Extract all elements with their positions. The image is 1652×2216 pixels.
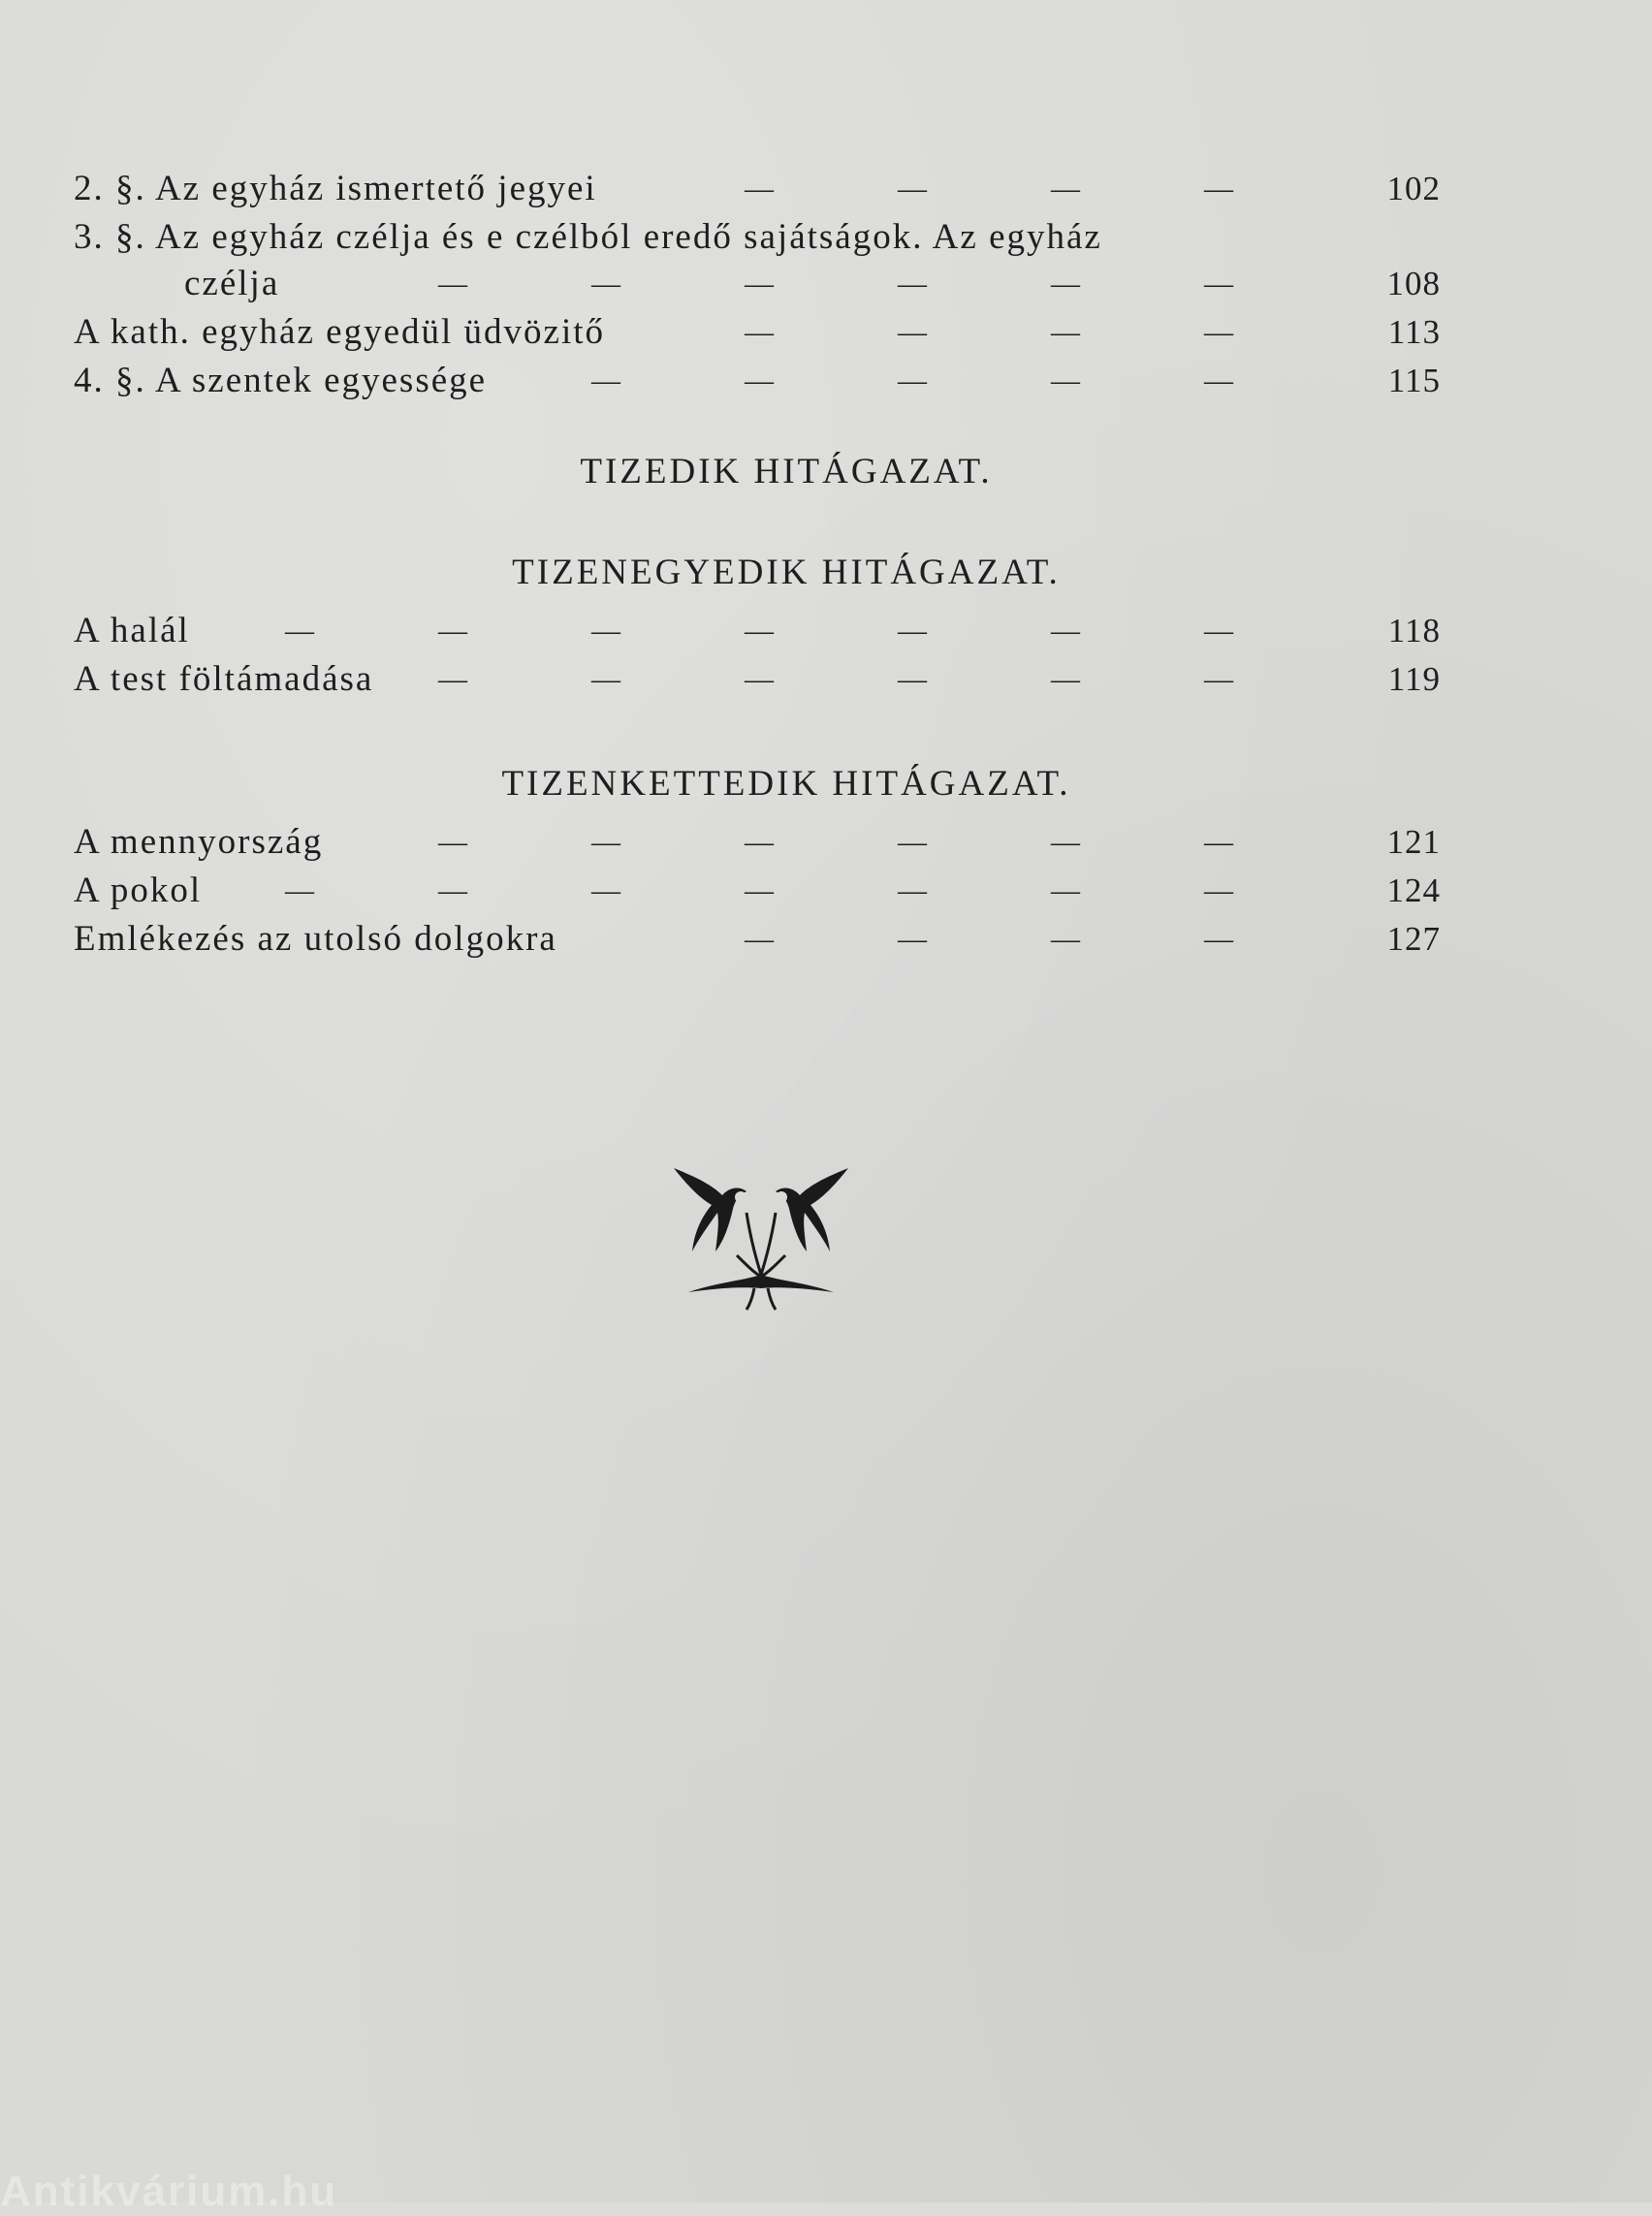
toc-page-number: 113	[1387, 313, 1441, 351]
section-heading-12: TIZENKETTEDIK HITÁGAZAT.	[501, 764, 1071, 804]
dot-leader: — — — —	[745, 923, 1233, 955]
spacer	[74, 704, 1441, 750]
toc-page-number: 121	[1386, 823, 1441, 861]
dot-leader: — — — —	[745, 316, 1233, 348]
toc-page-number: 124	[1386, 871, 1441, 909]
toc-entry-124	[74, 867, 1441, 915]
toc-entry-108	[74, 260, 1441, 308]
dot-leader: — — — — — — —	[285, 874, 1233, 906]
toc-entry-121	[74, 818, 1441, 867]
toc-page-number: 127	[1386, 920, 1441, 958]
table-of-contents	[74, 165, 1441, 964]
toc-entry-title: 2. §. Az egyház ismertető jegyei	[74, 169, 597, 208]
toc-entry-title: A pokol	[74, 871, 203, 910]
spacer	[74, 405, 1441, 438]
section-heading-10: TIZEDIK HITÁGAZAT.	[580, 452, 993, 491]
dot-leader: — — — — — — —	[285, 615, 1233, 647]
dot-leader: — — — — — —	[438, 663, 1233, 695]
watermark: Antikvárium.hu	[0, 2168, 338, 2215]
toc-page-number: 119	[1387, 660, 1441, 698]
toc-entry-title: A test föltámadása	[74, 659, 374, 699]
toc-entry-108-line1	[74, 213, 1441, 260]
toc-entry-title: A kath. egyház egyedül üdvözitő	[74, 312, 606, 352]
toc-entry-127	[74, 915, 1441, 964]
toc-page-number: 108	[1386, 265, 1441, 302]
dot-leader: — — — —	[745, 173, 1233, 205]
toc-entry-title: Emlékezés az utolsó dolgokra	[74, 919, 557, 959]
dot-leader: — — — — — —	[438, 826, 1233, 858]
toc-page-number: 115	[1387, 362, 1441, 399]
toc-page-number: 118	[1387, 612, 1441, 649]
toc-entry-title: czélja	[184, 264, 280, 303]
toc-entry-title: 4. §. A szentek egyessége	[74, 361, 488, 400]
dot-leader: — — — — — —	[438, 268, 1233, 300]
dot-leader: — — — — —	[591, 364, 1233, 396]
toc-entry-102	[74, 165, 1441, 213]
twin-swallows-ornament-icon	[669, 1158, 853, 1314]
toc-page-number: 102	[1386, 170, 1441, 207]
toc-entry-119	[74, 655, 1441, 704]
toc-entry-title: A halál	[74, 611, 190, 650]
toc-entry-title: A mennyország	[74, 822, 324, 862]
toc-entry-115	[74, 357, 1441, 405]
section-heading-11: TIZENEGYEDIK HITÁGAZAT.	[512, 553, 1061, 592]
spacer	[74, 506, 1441, 539]
toc-entry-113	[74, 308, 1441, 357]
toc-entry-118	[74, 607, 1441, 655]
toc-entry-title: 3. §. Az egyház czélja és e czélból eredő sajátságok. Az egyház	[74, 217, 1102, 257]
